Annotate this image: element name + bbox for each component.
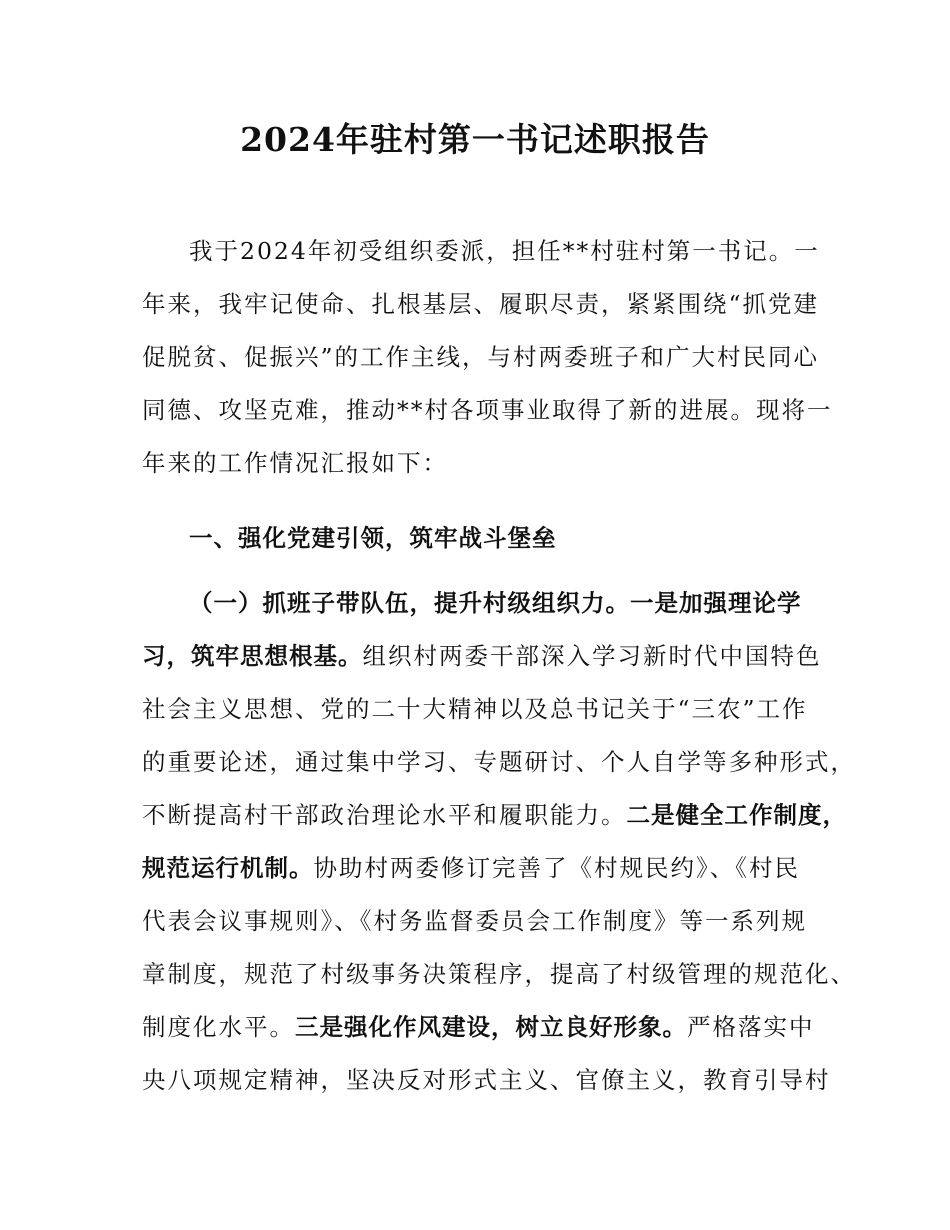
subsection-line [142, 789, 847, 842]
subsection-line [142, 1001, 832, 1054]
section-heading-block [142, 512, 832, 565]
subsection-line [142, 842, 832, 895]
section-heading: 一、强化党建引领，筑牢战斗堡垒 [189, 524, 557, 552]
intro-line: 年来，我牢记使命、扎根基层、履职尽责，紧紧围绕“抓党建 [142, 290, 820, 318]
document-title: 2024年驻村第一书记述职报告 [240, 120, 710, 159]
intro-line: 同德、攻坚克难，推动**村各项事业取得了新的进展。现将一 [142, 396, 833, 424]
body-text: 制度化水平。 [142, 1013, 295, 1041]
point-heading: 习，筑牢思想根基。 [142, 642, 363, 670]
intro-paragraph [142, 225, 832, 490]
body-text: 不断提高村干部政治理论水平和履职能力。 [142, 801, 627, 829]
intro-line: 我于2024年初受组织委派，担任**村驻村第一书记。一 [189, 237, 820, 265]
point-heading: 三是强化作风建设，树立良好形象。 [295, 1013, 687, 1041]
subsection-line: 央八项规定精神，坚决反对形式主义、官僚主义，教育引导村 [142, 1066, 831, 1094]
subsection-line: 的重要论述，通过集中学习、专题研讨、个人自学等多种形式， [142, 748, 856, 776]
subsection-line: 社会主义思想、党的二十大精神以及总书记关于“三农”工作 [142, 695, 808, 723]
subsection-line [142, 630, 832, 683]
point-heading: 规范运行机制。 [142, 854, 314, 882]
point-heading: 二是健全工作制度， [626, 801, 847, 829]
body-text: 组织村两委干部深入学习新时代中国特色 [362, 642, 822, 670]
subsection-line [142, 577, 832, 630]
subsection-heading: （一）抓班子带队伍，提升村级组织力。一是加强理论学 [189, 589, 802, 617]
subsection-line: 章制度，规范了村级事务决策程序，提高了村级管理的规范化、 [142, 960, 856, 988]
body-text: 严格落实中 [687, 1013, 815, 1041]
intro-line: 促脱贫、促振兴”的工作主线，与村两委班子和广大村民同心 [142, 343, 820, 371]
body-text: 协助村两委修订完善了《村规民约》、《村民 [313, 854, 800, 882]
subsection-line: 代表会议事规则》、《村务监督委员会工作制度》等一系列规 [142, 907, 807, 935]
intro-line: 年来的工作情况汇报如下： [142, 449, 448, 477]
subsection-paragraph [142, 577, 856, 1107]
